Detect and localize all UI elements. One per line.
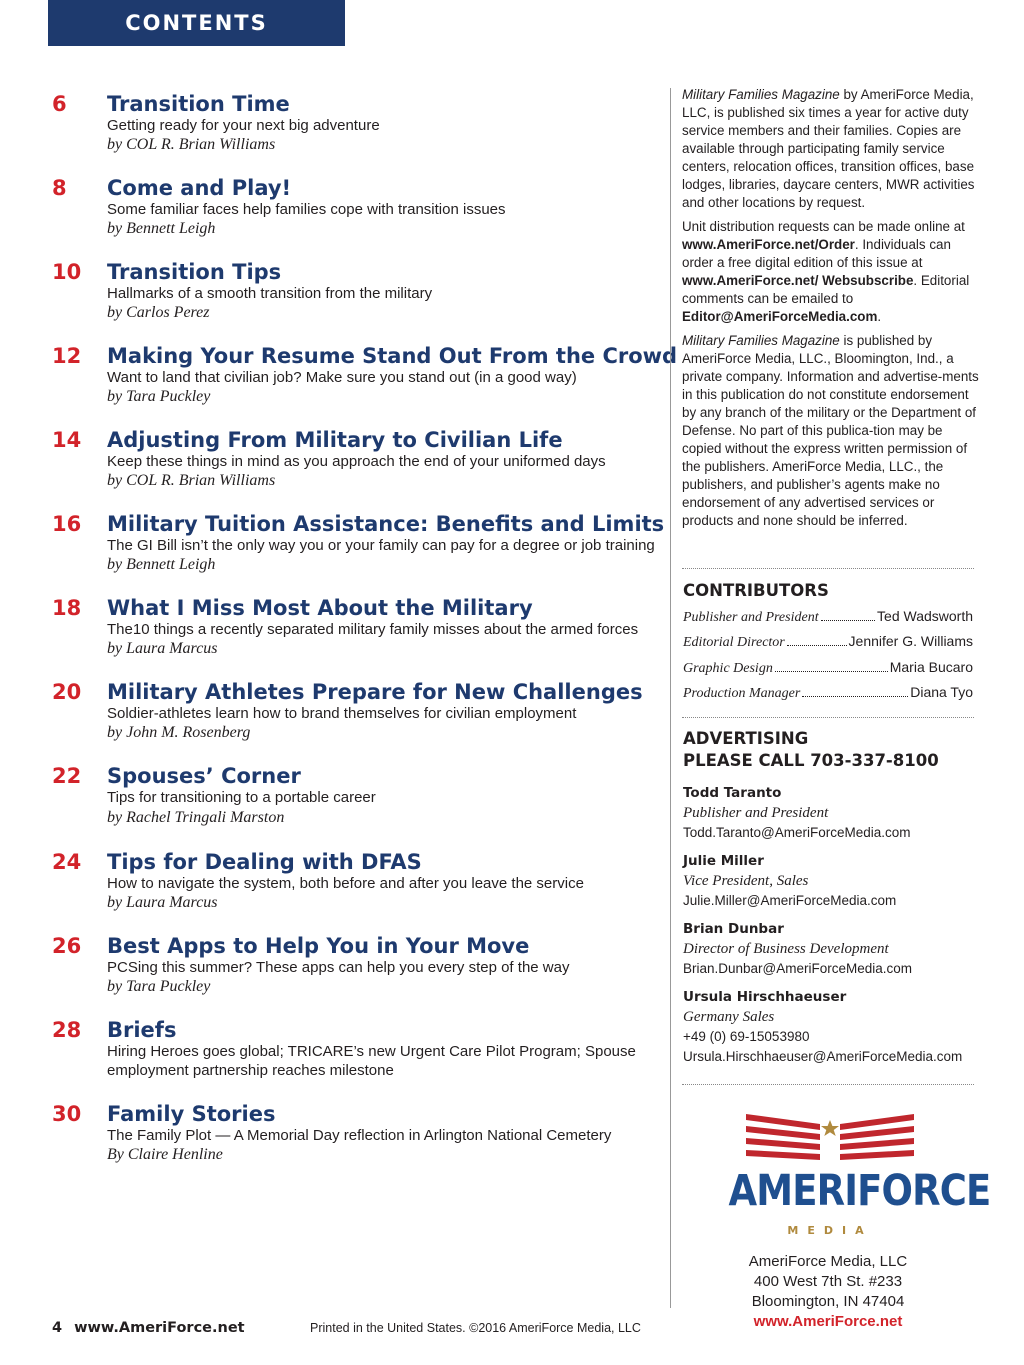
ad-contact bbox=[683, 851, 983, 911]
toc-page-number: 6 bbox=[52, 92, 67, 116]
editor-email-link[interactable]: Editor@AmeriForceMedia.com bbox=[682, 309, 878, 324]
toc-title[interactable]: Tips for Dealing with DFAS bbox=[107, 850, 422, 874]
toc-title[interactable]: Making Your Resume Stand Out From the Crowd bbox=[107, 344, 678, 368]
contributor-row bbox=[683, 683, 973, 703]
contact-role: Publisher and President bbox=[683, 805, 829, 821]
contact-email[interactable]: Julie.Miller@AmeriForceMedia.com bbox=[683, 893, 897, 908]
contributor-row bbox=[683, 632, 973, 652]
toc-title[interactable]: Spouses’ Corner bbox=[107, 764, 301, 788]
ad-contact bbox=[683, 919, 983, 979]
toc-page-number: 14 bbox=[52, 428, 82, 452]
masthead-text-2b: . Individuals can order a free digital edition of this issue at bbox=[682, 237, 951, 270]
contributor-name: Jennifer G. Williams bbox=[848, 633, 973, 649]
contributor-role: Editorial Director bbox=[683, 635, 785, 650]
toc-title[interactable]: Family Stories bbox=[107, 1102, 276, 1126]
masthead-paragraph-2 bbox=[682, 218, 982, 326]
contributor-name: Ted Wadsworth bbox=[877, 608, 973, 624]
ameriforce-logo bbox=[712, 1112, 991, 1247]
dot-leader bbox=[775, 671, 888, 672]
section-divider bbox=[682, 717, 974, 718]
toc-description: Tips for transitioning to a portable career bbox=[107, 789, 376, 806]
toc-title[interactable]: Transition Time bbox=[107, 92, 290, 116]
masthead-paragraph-3 bbox=[682, 332, 982, 530]
contact-email[interactable]: Brian.Dunbar@AmeriForceMedia.com bbox=[683, 961, 913, 976]
contact-role: Germany Sales bbox=[683, 1009, 775, 1025]
magazine-name: Military Families Magazine bbox=[682, 87, 840, 102]
ad-contact bbox=[683, 987, 983, 1067]
toc-title[interactable]: Transition Tips bbox=[107, 260, 282, 284]
dot-leader bbox=[821, 620, 875, 621]
contributor-name: Diana Tyo bbox=[910, 684, 973, 700]
toc-description: The Family Plot — A Memorial Day reflection in Arlington National Cemetery bbox=[107, 1127, 612, 1144]
toc-page-number: 8 bbox=[52, 176, 67, 200]
toc-title[interactable]: Military Athletes Prepare for New Challenges bbox=[107, 680, 643, 704]
toc-author: by COL R. Brian Williams bbox=[107, 472, 276, 489]
contributors-heading: CONTRIBUTORS bbox=[683, 581, 829, 600]
publisher-address bbox=[700, 1252, 956, 1332]
toc-author: by Rachel Tringali Marston bbox=[107, 809, 285, 826]
contents-header-label: CONTENTS bbox=[125, 11, 268, 35]
website-link[interactable]: www.AmeriForce.net bbox=[753, 1313, 903, 1330]
page-number: 4 bbox=[52, 1320, 63, 1336]
toc-page-number: 10 bbox=[52, 260, 82, 284]
toc-author: by Carlos Perez bbox=[107, 304, 210, 321]
toc-description: Hallmarks of a smooth transition from the military bbox=[107, 285, 433, 302]
toc-author: by Bennett Leigh bbox=[107, 556, 216, 573]
address-line: 400 West 7th St. #233 bbox=[753, 1273, 903, 1290]
contributor-row bbox=[683, 607, 973, 627]
toc-author: by Bennett Leigh bbox=[107, 220, 216, 237]
toc-page-number: 30 bbox=[52, 1102, 82, 1126]
masthead-text bbox=[682, 86, 982, 536]
masthead-text-2a: Unit distribution requests can be made online at bbox=[682, 219, 965, 234]
toc-author: by Tara Puckley bbox=[107, 388, 211, 405]
toc-description: The GI Bill isn’t the only way you or your family can pay for a degree or job training bbox=[107, 537, 655, 554]
toc-page-number: 18 bbox=[52, 596, 82, 620]
contact-name: Ursula Hirschhaeuser bbox=[683, 989, 847, 1005]
contact-name: Julie Miller bbox=[683, 853, 764, 869]
advertising-heading: ADVERTISING bbox=[683, 729, 809, 748]
toc-page-number: 12 bbox=[52, 344, 82, 368]
toc-description: Keep these things in mind as you approach the end of your uniformed days bbox=[107, 453, 606, 470]
section-divider bbox=[682, 1084, 974, 1085]
toc-title[interactable]: Adjusting From Military to Civilian Life bbox=[107, 428, 563, 452]
toc-description: The10 things a recently separated military family misses about the armed forces bbox=[107, 621, 639, 638]
toc-author: By Claire Henline bbox=[107, 1146, 223, 1163]
contact-role: Director of Business Development bbox=[683, 941, 889, 957]
section-divider bbox=[682, 568, 974, 569]
footer-site-link[interactable]: www.AmeriForce.net bbox=[74, 1320, 245, 1336]
order-link[interactable]: www.AmeriForce.net/Order bbox=[682, 237, 855, 252]
advertising-phone[interactable]: PLEASE CALL 703-337-8100 bbox=[683, 751, 939, 770]
printed-notice: Printed in the United States. ©2016 AmeriForce Media, LLC bbox=[310, 1321, 641, 1335]
toc-title[interactable]: What I Miss Most About the Military bbox=[107, 596, 533, 620]
toc-description: Some familiar faces help families cope with transition issues bbox=[107, 201, 506, 218]
toc-description: Want to land that civilian job? Make sure you stand out (in a good way) bbox=[107, 369, 577, 386]
toc-page-number: 28 bbox=[52, 1018, 82, 1042]
contents-header bbox=[48, 0, 345, 46]
address-line: AmeriForce Media, LLC bbox=[748, 1253, 908, 1270]
contributor-role: Graphic Design bbox=[683, 661, 773, 676]
toc-page-number: 20 bbox=[52, 680, 82, 704]
toc-description: PCSing this summer? These apps can help you every step of the way bbox=[107, 959, 570, 976]
logo-subtitle: MEDIA bbox=[787, 1224, 873, 1237]
toc-title[interactable]: Come and Play! bbox=[107, 176, 292, 200]
address-line: Bloomington, IN 47404 bbox=[751, 1293, 905, 1310]
toc-title[interactable]: Military Tuition Assistance: Benefits and Limits bbox=[107, 512, 665, 536]
toc-author: by Tara Puckley bbox=[107, 978, 211, 995]
masthead-text-3: is published by AmeriForce Media, LLC., Bloomington, Ind., a private company. Information and advertise-ments in this publication do not constitute endorsement by any branch of the military or the Department of Defense. No part of this publica-tion may be copied without the express written permission of the publishers. AmeriForce Media, LLC., the publishers, and publisher’s agents make no endorsement of any advertised services or products and none should be inferred. bbox=[682, 333, 979, 528]
contributor-name: Maria Bucaro bbox=[889, 659, 973, 675]
toc-author: by Laura Marcus bbox=[107, 640, 218, 657]
logo-wordmark: AMERIFORCE bbox=[728, 1166, 991, 1216]
toc-description: Hiring Heroes goes global; TRICARE’s new Urgent Care Pilot Program; Spouse employment partnership reaches milestone bbox=[107, 1043, 636, 1079]
toc-description: Getting ready for your next big adventure bbox=[107, 117, 380, 134]
contributor-role: Production Manager bbox=[683, 686, 801, 701]
masthead-text-2d: . bbox=[877, 309, 882, 324]
contact-name: Brian Dunbar bbox=[683, 921, 784, 937]
ad-contact bbox=[683, 783, 983, 843]
masthead-paragraph-1 bbox=[682, 86, 982, 212]
dot-leader bbox=[787, 645, 847, 646]
contact-email[interactable]: Todd.Taranto@AmeriForceMedia.com bbox=[683, 825, 911, 840]
toc-author: by COL R. Brian Williams bbox=[107, 136, 276, 153]
toc-page-number: 26 bbox=[52, 934, 82, 958]
websubscribe-link[interactable]: www.AmeriForce.net/ Websubscribe bbox=[682, 273, 914, 288]
contact-name: Todd Taranto bbox=[683, 785, 782, 801]
column-divider bbox=[670, 88, 671, 1308]
contact-phone[interactable]: +49 (0) 69-15053980 bbox=[683, 1029, 810, 1044]
contributor-role: Publisher and President bbox=[683, 610, 819, 625]
toc-description: How to navigate the system, both before and after you leave the service bbox=[107, 875, 584, 892]
masthead-text-2c: . Editorial comments can be emailed to bbox=[682, 273, 970, 306]
contact-role: Vice President, Sales bbox=[683, 873, 809, 889]
contact-email[interactable]: Ursula.Hirschhaeuser@AmeriForceMedia.com bbox=[683, 1049, 963, 1064]
masthead-text-1: by AmeriForce Media, LLC, is published six times a year for active duty service members and their families. Copies are available through participating family service centers, relocation offices, transition offices, base lodges, libraries, daycare centers, MWR activities and other locations by request. bbox=[682, 87, 975, 210]
toc-page-number: 16 bbox=[52, 512, 82, 536]
magazine-name: Military Families Magazine bbox=[682, 333, 840, 348]
toc-title[interactable]: Best Apps to Help You in Your Move bbox=[107, 934, 530, 958]
toc-title[interactable]: Briefs bbox=[107, 1018, 177, 1042]
toc-author: by John M. Rosenberg bbox=[107, 724, 251, 741]
toc-author: by Laura Marcus bbox=[107, 894, 218, 911]
dot-leader bbox=[802, 696, 908, 697]
toc-description: Soldier-athletes learn how to brand themselves for civilian employment bbox=[107, 705, 577, 722]
contributor-row bbox=[683, 658, 973, 678]
page-footer bbox=[52, 1320, 245, 1336]
toc-page-number: 22 bbox=[52, 764, 82, 788]
toc-page-number: 24 bbox=[52, 850, 82, 874]
logo-stripes-icon bbox=[712, 1112, 948, 1162]
